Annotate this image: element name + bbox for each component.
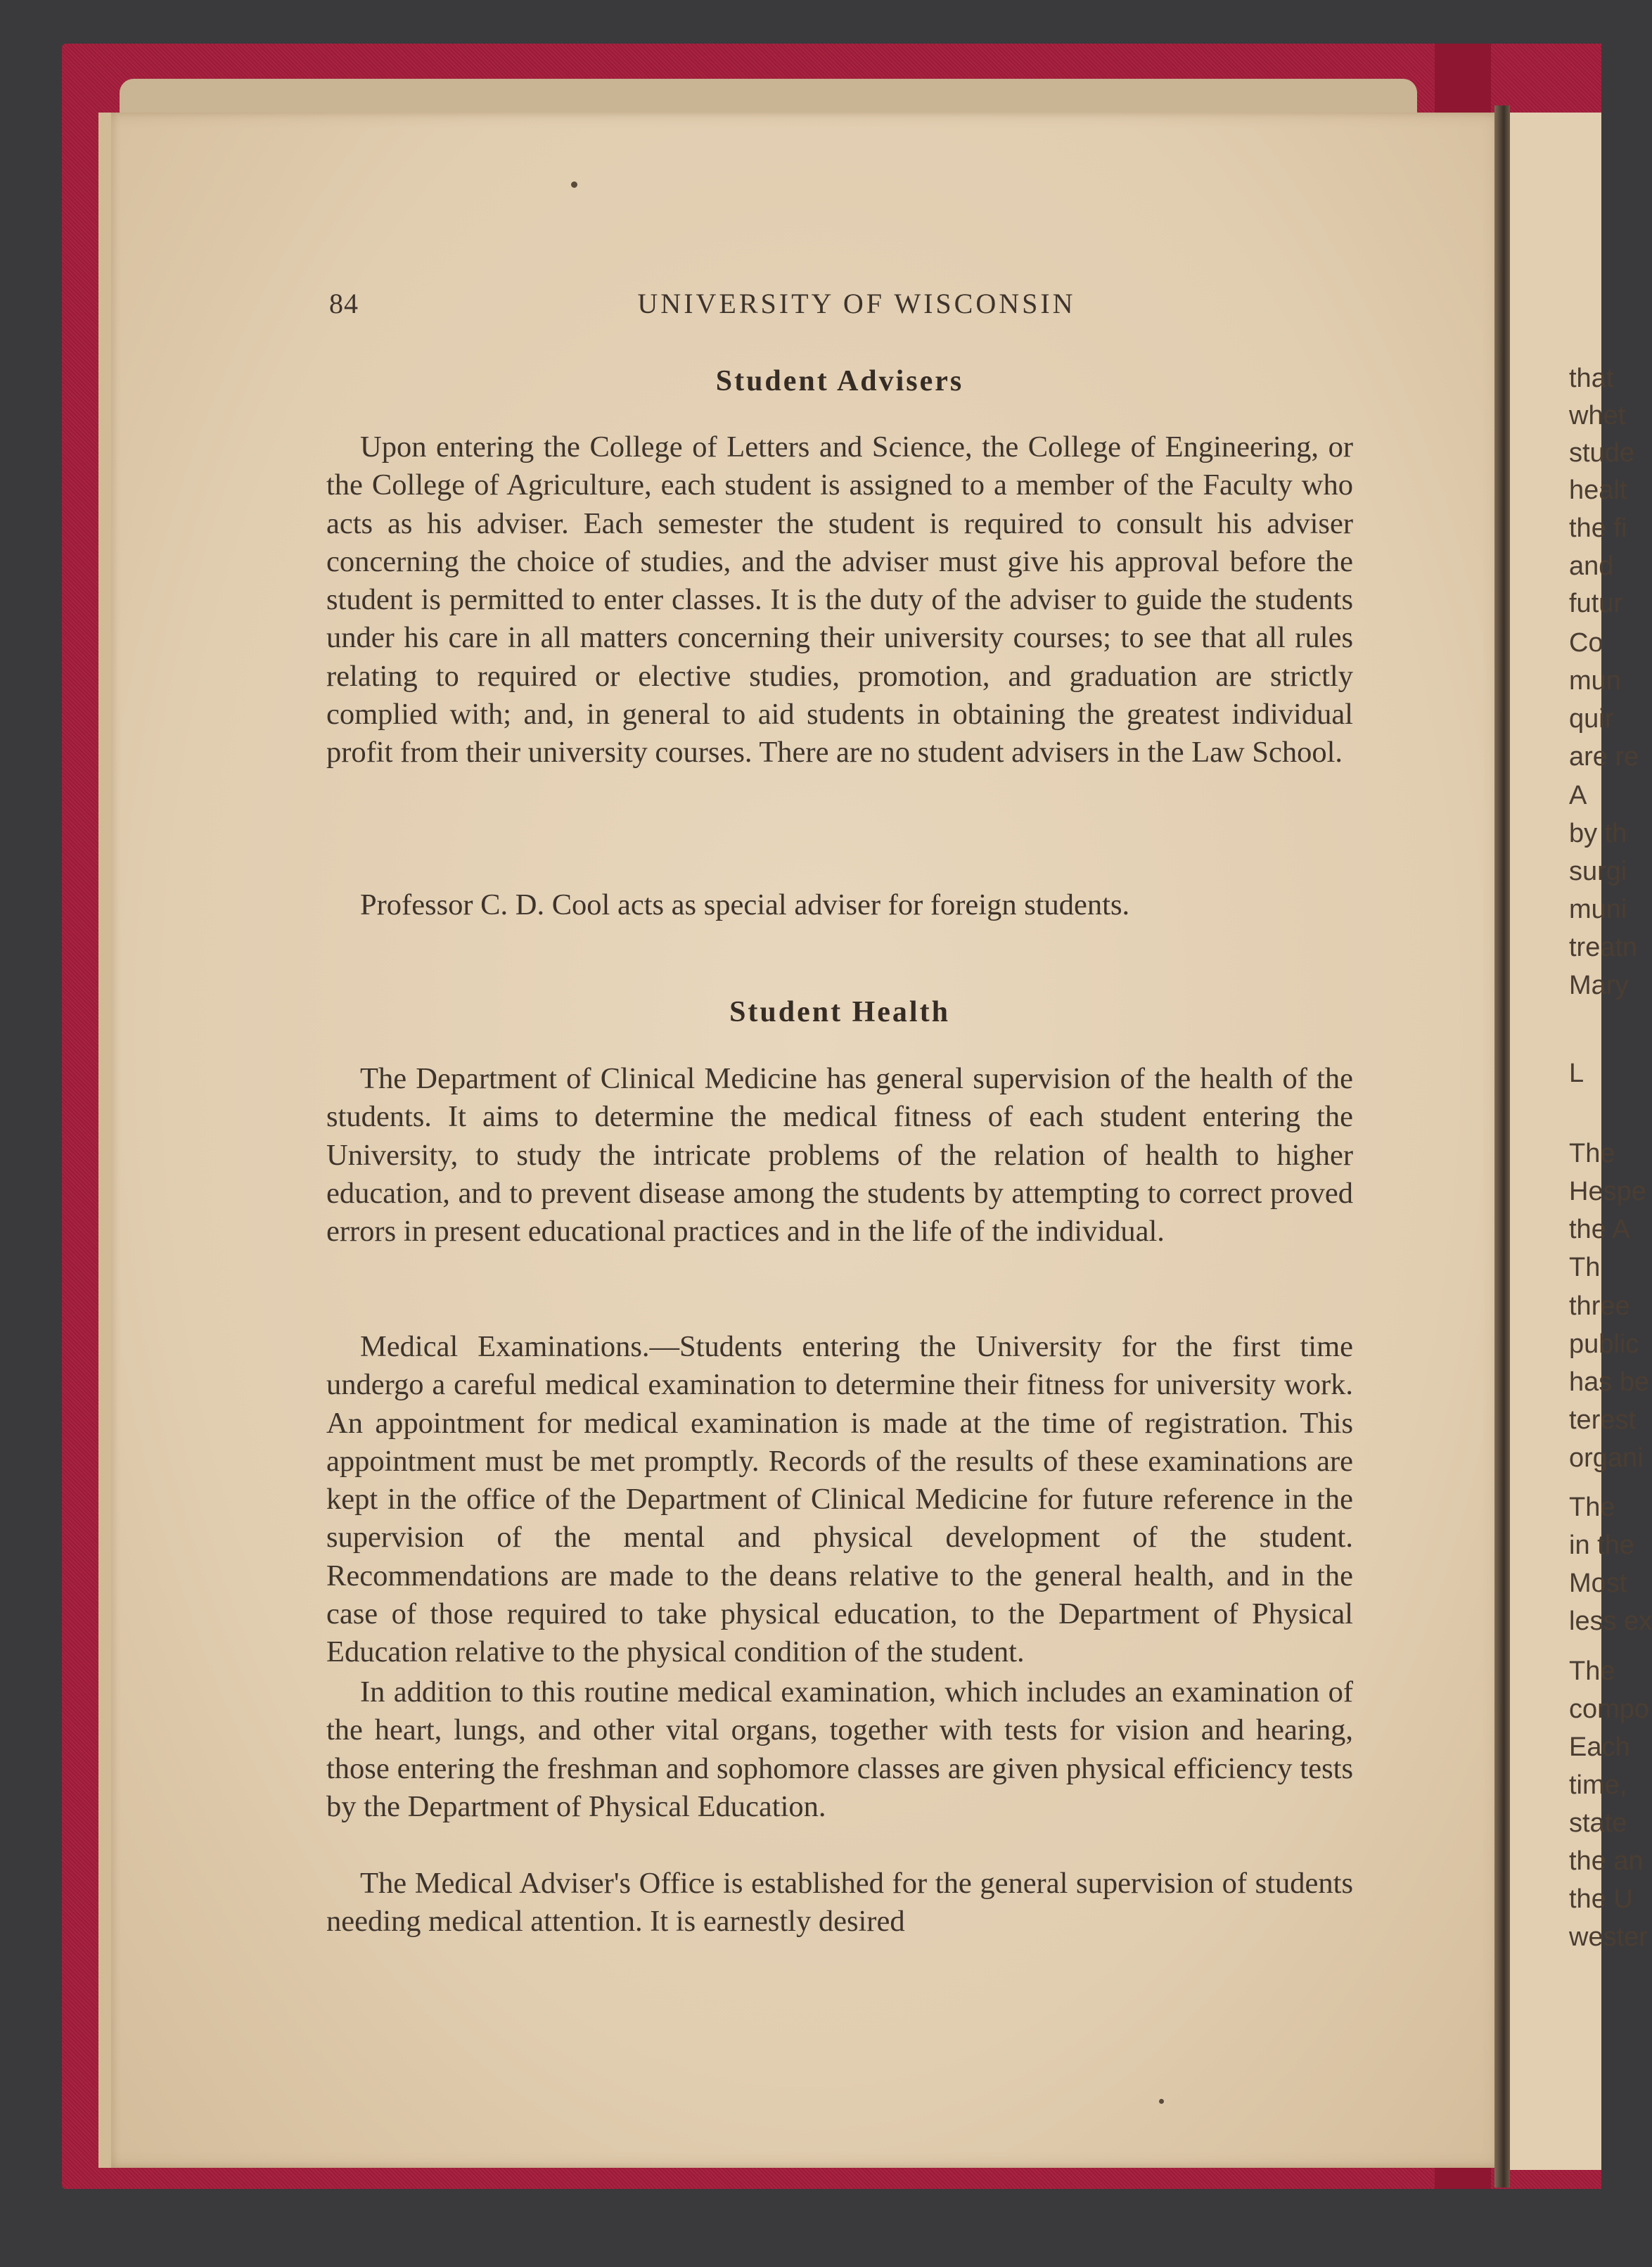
facing-page-fragment: has be [1569,1367,1650,1397]
paragraph-advisers-2: Professor C. D. Cool acts as special adviser for foreign students. [360,888,1130,921]
facing-page-fragment: and [1569,551,1614,581]
facing-page-fragment: three [1569,1291,1630,1321]
facing-page-fragment: organi [1569,1443,1644,1473]
facing-page-fragment: time, [1569,1770,1627,1800]
facing-page-fragment: quir [1569,704,1614,734]
facing-page-fragment: Th [1569,1253,1601,1282]
facing-page-fragment: whet [1569,401,1626,430]
facing-page-fragment: mun [1569,666,1621,696]
facing-page-fragment: treatn [1569,933,1638,962]
page-number: 84 [329,288,359,319]
paragraph-health-4: The Medical Adviser's Office is established for the general supervision of students needing medical attention. It is earnestly desired [326,1867,1353,1939]
paper-speck [1159,2099,1164,2104]
book-gutter [1494,106,1510,2188]
facing-page-fragment: terest [1569,1405,1637,1435]
facing-page-fragment: A [1569,781,1587,810]
running-head: UNIVERSITY OF WISCONSIN [637,288,1076,319]
facing-page-fragment: futur [1569,589,1623,618]
facing-page-fragment: wester [1569,1922,1648,1952]
facing-page-fragment: the an [1569,1846,1644,1876]
facing-page-fragment: the U [1569,1884,1633,1914]
facing-page-fragment: less ex [1569,1607,1652,1636]
paragraph-health-2: Medical Examinations.—Students entering the University for the first time undergo a careful medical examination to determine their fitness for university work. An appointment for medical examination is made at the time of registration. This appointment must be met promptly. Records of the results of these examinations are kept in the office of the Department of Clinical Medicine for future reference in the supervision of the mental and physical development of the student. Recommendations are made to the deans relative to the general health, and in the case of those required to take physical education, to the Department of Physical Education relative to the physical condition of the student. [326,1330,1353,1669]
running-header [329,287,1384,322]
facing-page-fragment: compo [1569,1694,1650,1724]
facing-page-fragment: Each [1569,1732,1630,1762]
facing-page-fragment: that [1569,364,1614,393]
facing-page-fragment: healt [1569,475,1627,505]
paper-speck [571,181,577,188]
section-heading-advisers: Student Advisers [715,365,964,397]
paragraph-health-3: In addition to this routine medical examination, which includes an examination of the heart, lungs, and other vital organs, together with tests for vision and hearing, those entering the freshman and sophomore classes are given physical efficiency tests by the Department of Physical Education. [326,1675,1353,1823]
facing-page-fragment: Co [1569,628,1603,658]
section-heading-health: Student Health [729,996,950,1028]
facing-page-fragment: The [1569,1493,1615,1522]
paragraph-advisers-1: Upon entering the College of Letters and Science, the College of Engineering, or the College of Agriculture, each student is assigned to a member of the Faculty who acts as his adviser. Each semester the student is required to consult his adviser concerning the choice of studies, and the adviser must give his approval before the student is permitted to enter classes. It is the duty of the adviser to guide the students under his care in all matters concerning their university courses; to see that all rules relating to required or elective studies, promotion, and graduation are strictly complied with; and, in general to aid students in obtaining the greatest individual profit from their university courses. There are no student advisers in the Law School. [326,430,1353,769]
paragraph-health-1: The Department of Clinical Medicine has general supervision of the health of the students. It aims to determine the medical fitness of each student entering the University, to study the intricate problems of the relation of health to higher education, and to prevent disease among the students by attempting to correct proved errors in present educational practices and in the life of the individual. [326,1062,1353,1249]
facing-page-fragment: Most [1569,1569,1627,1598]
facing-page [1510,113,1652,2170]
facing-page-fragment: the A [1569,1215,1630,1244]
facing-page-fragment: the fi [1569,513,1627,543]
facing-page-fragment: The [1569,1139,1615,1168]
facing-page-fragment: stude [1569,438,1634,468]
facing-page-fragment: by th [1569,819,1627,848]
facing-page-fragment: public [1569,1329,1639,1359]
facing-page-fragment: muni [1569,895,1627,924]
facing-page-fragment: in the [1569,1531,1634,1560]
facing-page-fragment: surgi [1569,857,1627,886]
facing-page-fragment: are re [1569,742,1639,772]
facing-page-fragment: The [1569,1656,1615,1686]
facing-page-fragment: state [1569,1808,1627,1838]
facing-page-fragment: L [1569,1059,1584,1088]
facing-page-fragment: Hespe [1569,1177,1646,1206]
facing-page-fragment: Mary [1569,971,1629,1000]
